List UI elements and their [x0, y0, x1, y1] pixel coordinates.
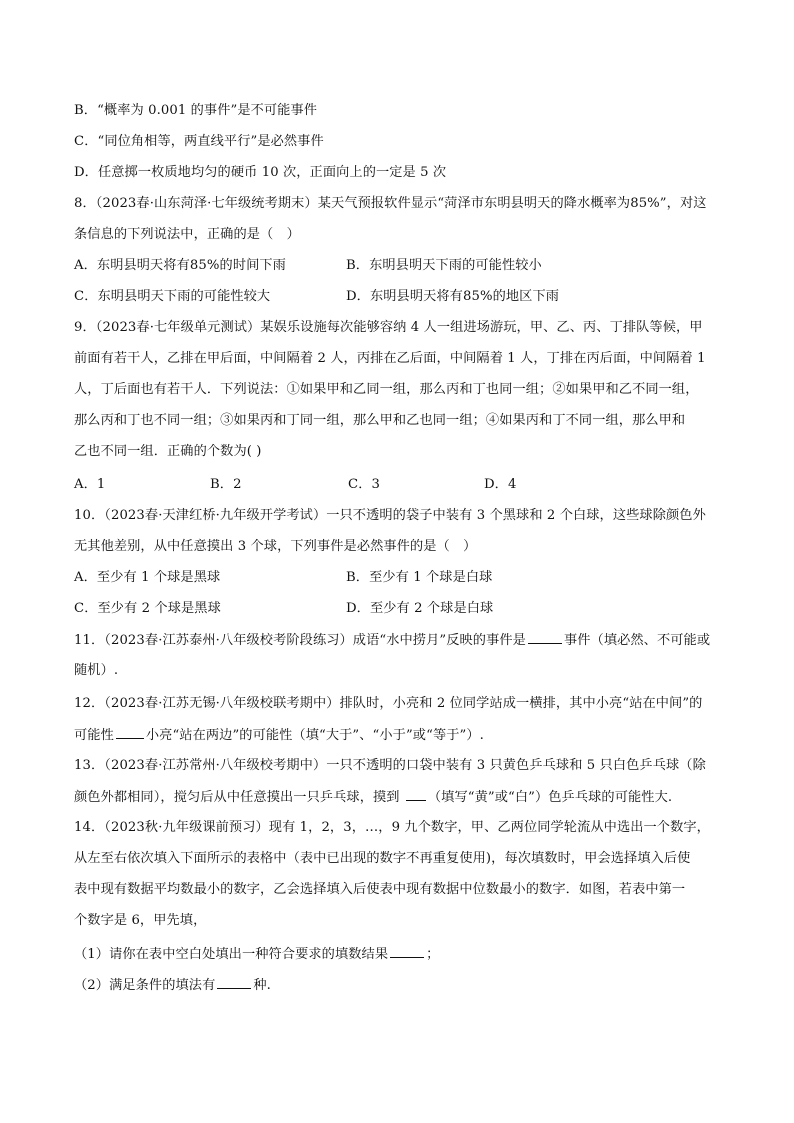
q14-stem-line3: 表中现有数据平均数最小的数字，乙会选择填入后使表中现有数据中位数最小的数字．如图，若表中第一 — [74, 882, 686, 897]
q9-option-d: D．4 — [484, 477, 517, 492]
q7-option-c: C．“同位角相等，两直线平行”是必然事件 — [74, 134, 324, 149]
q14-stem-line4: 个数字是 6，甲先填， — [74, 913, 207, 928]
q9-stem-line4: 那么丙和丁也不同一组；③如果丙和丁同一组，那么甲和乙也同一组；④如果丙和丁不同一组，那么甲和 — [74, 413, 686, 428]
q14-sub2-text-before-blank: （2）满足条件的填法有 — [74, 978, 216, 993]
q14-stem-line2: 从左至右依次填入下面所示的表格中（表中已出现的数字不再重复使用)，每次填数时，甲会选择填入后使 — [74, 851, 691, 866]
q10-option-a: A．至少有 1 个球是黑球 — [74, 570, 221, 585]
q9-option-a: A．1 — [74, 477, 106, 492]
q14-subquestion-1 — [74, 945, 724, 964]
q9-stem-line1: 9．（2023春·七年级单元测试）某娱乐设施每次能够容纳 4 人一组进场游玩，甲、乙、丙、丁排队等候，甲 — [74, 320, 703, 335]
q14-stem-line1: 14．（2023秋·九年级课前预习）现有 1，2，3，…，9 九个数字，甲、乙两位同学轮流从中选出一个数字， — [74, 820, 710, 835]
q10-stem-line1: 10．（2023春·天津红桥·九年级开学考试）一只不透明的袋子中装有 3 个黑球和 2 个白球，这些球除颜色外 — [74, 508, 706, 523]
q9-stem-line2: 前面有若干人，乙排在甲后面，中间隔着 2 人，丙排在乙后面，中间隔着 1 人，丁排在丙后面，中间隔着 1 — [74, 351, 706, 366]
q13-text-after-blank: （填写“黄”或“白”）色乒乓球的可能性大. — [427, 790, 673, 805]
q10-stem-line2: 无其他差别，从中任意摸出 3 个球，下列事件是必然事件的是（ ） — [74, 539, 477, 554]
q11-text-after-blank: 事件（填必然、不可能或 — [563, 633, 711, 648]
q8-option-d: D．东明县明天将有85%的地区下雨 — [346, 289, 560, 304]
q11-stem-line2: 随机）. — [74, 663, 119, 678]
q12-text-after-blank: 小亮“站在两边”的可能性（填“大于”、“小于”或“等于”）. — [145, 728, 484, 743]
q8-option-a: A．东明县明天将有85%的时间下雨 — [74, 258, 286, 273]
q8-options-row1 — [74, 257, 724, 275]
q8-option-c: C．东明县明天下雨的可能性较大 — [74, 289, 271, 304]
q8-stem-line2: 条信息的下列说法中，正确的是（ ） — [74, 227, 300, 242]
q9-options-row — [74, 476, 724, 494]
q12-text-before-blank: 可能性 — [74, 728, 114, 743]
q12-stem-line1: 12．（2023春·江苏无锡·八年级校联考期中）排队时，小亮和 2 位同学站成一横排，其中小亮“站在中间”的 — [74, 696, 703, 711]
q9-option-b: B．2 — [210, 477, 242, 492]
q14-subquestion-2 — [74, 976, 724, 995]
q11-stem-line1 — [74, 631, 724, 650]
q13-stem-line1: 13．（2023春·江苏常州·八年级校考期中）一只不透明的口袋中装有 3 只黄色乒乓球和 5 只白色乒乓球（除 — [74, 758, 706, 773]
q11-text-before-blank: 11．（2023春·江苏泰州·八年级校考阶段练习）成语“水中捞月”反映的事件是 — [74, 633, 526, 648]
q9-option-c: C．3 — [348, 477, 380, 492]
q7-option-d: D．任意掷一枚质地均匀的硬币 10 次，正面向上的一定是 5 次 — [74, 165, 447, 180]
q9-stem-line5: 乙也不同一组．正确的个数为( ) — [74, 444, 262, 459]
q10-option-b: B．至少有 1 个球是白球 — [346, 570, 493, 585]
q8-stem-line1: 8．（2023春·山东菏泽·七年级统考期末）某天气预报软件显示“菏泽市东明县明天的降水概率为85%”，对这 — [74, 196, 707, 211]
q13-answer-blank[interactable] — [406, 788, 426, 801]
q14-sub2-answer-blank[interactable] — [217, 976, 251, 989]
q8-options-row2 — [74, 288, 724, 306]
q14-sub2-text-after-blank: 种. — [253, 978, 271, 993]
q10-option-d: D．至少有 2 个球是白球 — [346, 601, 494, 616]
q14-sub1-answer-blank[interactable] — [390, 945, 424, 958]
q10-option-c: C．至少有 2 个球是黑球 — [74, 601, 221, 616]
q13-text-before-blank: 颜色外都相同），搅匀后从中任意摸出一只乒乓球，摸到 — [74, 790, 404, 805]
q10-options-row2 — [74, 600, 724, 618]
q8-option-b: B．东明县明天下雨的可能性较小 — [346, 258, 542, 273]
q14-sub1-text-before-blank: （1）请你在表中空白处填出一种符合要求的填数结果 — [74, 947, 389, 962]
q14-sub1-text-after-blank: ； — [426, 947, 440, 962]
q9-stem-line3: 人，丁后面也有若干人．下列说法：①如果甲和乙同一组，那么丙和丁也同一组；②如果甲和乙不同一组， — [74, 382, 699, 397]
q13-stem-line2 — [74, 788, 724, 807]
q12-stem-line2 — [74, 726, 724, 745]
q12-answer-blank[interactable] — [116, 726, 144, 739]
q10-options-row1 — [74, 569, 724, 587]
q11-answer-blank[interactable] — [528, 631, 562, 644]
q7-option-b: B．“概率为 0.001 的事件”是不可能事件 — [74, 103, 318, 118]
